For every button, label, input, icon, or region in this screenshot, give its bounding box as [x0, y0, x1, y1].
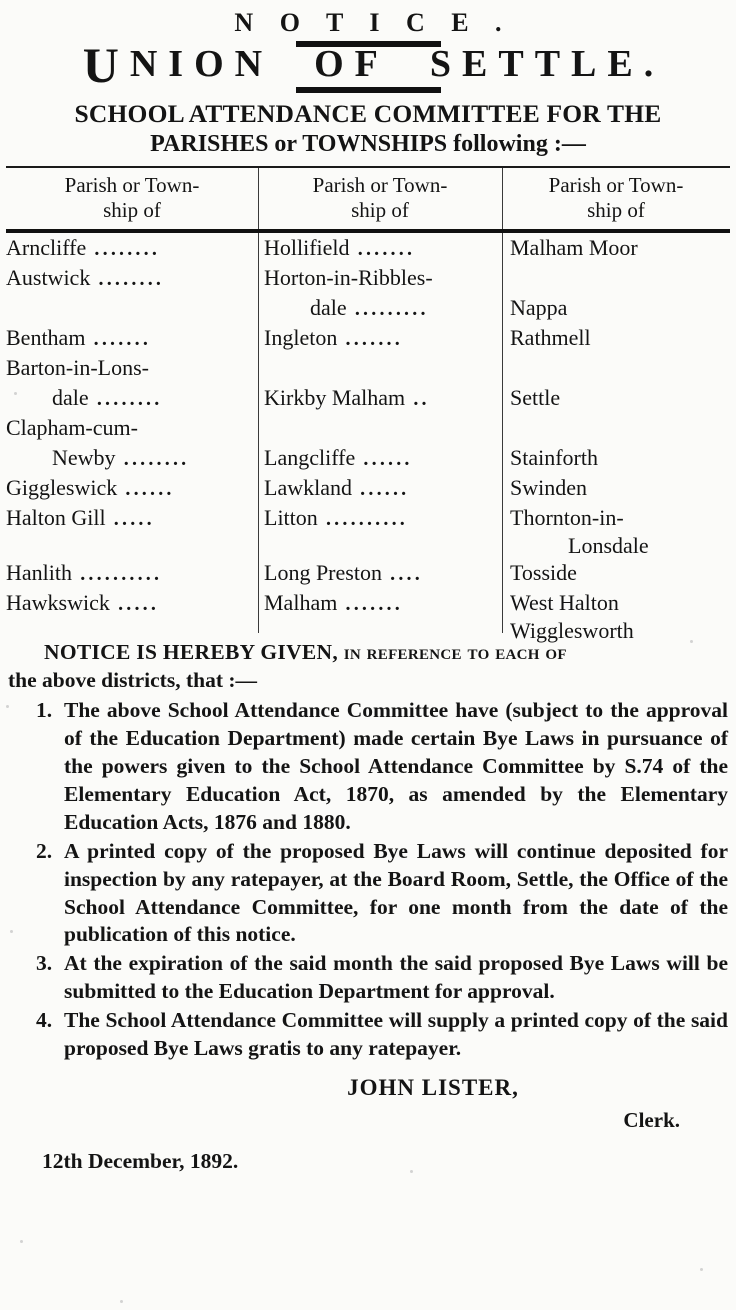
parish-entry	[510, 477, 587, 499]
clause-number: 3.	[36, 951, 53, 976]
leader-dots: ......	[351, 478, 410, 501]
leader-dots: ........	[86, 238, 161, 261]
parish-entry	[510, 297, 567, 319]
leader-dots: ..........	[72, 563, 163, 586]
parish-column-1	[6, 237, 258, 633]
parish-entry	[510, 620, 634, 642]
parish-name: Long Preston	[264, 560, 382, 586]
clause-text: The School Attendance Committee will supply a printed copy of the said proposed Bye Laws gratis to any ratepayer.	[64, 1008, 728, 1061]
parish-column-3	[502, 235, 730, 644]
leader-dots: ......	[117, 478, 175, 501]
parish-entry	[510, 592, 619, 614]
column-header-3-line2: ship of	[587, 197, 645, 222]
notice-clause	[8, 838, 728, 950]
parish-name: Arncliffe	[6, 235, 87, 261]
parish-entry	[264, 327, 403, 349]
leader-dots: ........	[115, 448, 190, 471]
signatory-role: Clerk.	[623, 1108, 680, 1133]
parish-name: Bentham	[6, 325, 86, 351]
parish-name: Newby	[52, 445, 116, 471]
column-header-1-line2: ship of	[103, 197, 161, 222]
masthead	[0, 0, 736, 158]
leader-dots: .....	[105, 508, 155, 531]
parish-entry	[510, 237, 638, 259]
column-header-2-line2: ship of	[351, 197, 409, 222]
parish-name: dale	[52, 385, 89, 411]
parish-entry	[264, 562, 423, 584]
column-header-3-line1: Parish or Town-	[548, 173, 684, 198]
parish-name: dale	[310, 295, 347, 321]
leader-dots: ......	[355, 448, 413, 471]
parish-entry	[264, 387, 430, 409]
column-header-2	[258, 168, 502, 229]
of-word: OF	[314, 43, 389, 85]
parish-entry	[264, 237, 415, 259]
leader-dots: .......	[349, 238, 416, 261]
parish-name: Barton-in-Lons-	[6, 355, 149, 381]
parish-name: Rathmell	[510, 325, 591, 351]
leader-dots: .......	[85, 328, 152, 351]
clause-number: 1.	[36, 697, 53, 722]
parish-entry	[6, 477, 175, 499]
leader-dots: ..........	[317, 508, 408, 531]
table-body	[6, 233, 730, 644]
parish-name: Hanlith	[6, 560, 72, 586]
parish-name: Horton-in-Ribbles-	[264, 265, 433, 291]
parish-name: Kirkby Malham	[264, 385, 406, 411]
notice-clause	[8, 697, 728, 837]
leader-dots: ........	[90, 268, 165, 291]
parish-name: Malham Moor	[510, 235, 638, 261]
parish-column-2	[258, 237, 502, 633]
clause-number: 4.	[36, 1008, 53, 1033]
signatory-name: JOHN LISTER,	[347, 1075, 519, 1101]
parish-name: Tosside	[510, 560, 577, 586]
parish-entry	[510, 327, 591, 349]
parish-entry	[6, 267, 164, 289]
parish-entry	[6, 417, 138, 439]
parish-entry	[510, 507, 624, 529]
committee-heading-line-2: PARISHES or TOWNSHIPS following :—	[150, 131, 586, 158]
leader-dots: .........	[346, 298, 429, 321]
parish-name: Clapham-cum-	[6, 415, 138, 441]
leader-dots: ....	[381, 563, 423, 586]
parish-entry	[264, 267, 433, 289]
parish-entry	[264, 507, 408, 529]
table-header-row	[6, 168, 730, 229]
column-header-1	[6, 168, 258, 229]
parish-name: Wigglesworth	[510, 618, 634, 644]
parish-entry	[6, 562, 162, 584]
parish-entry	[6, 507, 155, 529]
parish-table	[6, 166, 730, 644]
parish-name: Thornton-in-	[510, 505, 624, 531]
parish-entry	[6, 237, 160, 259]
leader-dots: .....	[109, 593, 160, 616]
heading-rule-bottom	[296, 87, 441, 93]
signature-block	[16, 1073, 720, 1134]
parish-name: Swinden	[510, 475, 587, 501]
parish-name: Austwick	[6, 265, 91, 291]
parish-name: Langcliffe	[264, 445, 356, 471]
parish-entry	[264, 592, 403, 614]
parish-name: West Halton	[510, 590, 619, 616]
parish-name: Stainforth	[510, 445, 598, 471]
leader-dots: ..	[405, 388, 430, 411]
union-of-settle-heading	[0, 37, 736, 93]
leader-dots: ........	[88, 388, 163, 411]
parish-entry	[510, 562, 577, 584]
notice-clause-list	[8, 697, 728, 1063]
parish-entry	[6, 592, 159, 614]
notice-clause	[8, 950, 728, 1006]
parish-entry	[264, 447, 413, 469]
notice-body	[8, 639, 728, 1176]
notice-date: 12th December, 1892.	[42, 1149, 239, 1174]
parish-entry	[6, 357, 149, 379]
clause-text: The above School Attendance Committee have (subject to the approval of the Education Department) made certain Bye Laws in pursuance of the powers given to the School Attendance Committee by S.74 of the Elementary Education Act, 1870, as amended by the Elementary Education Acts, 1876 and 1880.	[64, 697, 728, 834]
parish-name: Hollifield	[264, 235, 350, 261]
clause-text: At the expiration of the said month the said proposed Bye Laws will be submitted to the Education Department for approval.	[64, 951, 728, 1004]
parish-entry	[6, 387, 162, 409]
parish-name: Giggleswick	[6, 475, 118, 501]
parish-name: Lonsdale	[568, 533, 649, 559]
clause-text: A printed copy of the proposed Bye Laws will continue deposited for inspection by any ratepayer, at the Board Room, Settle, the Office of the School Attendance Committee, for one month from the date of the publication of this notice.	[64, 838, 728, 947]
paper-speck	[700, 1268, 703, 1271]
parish-entry	[6, 327, 151, 349]
paper-speck	[20, 1240, 23, 1243]
parish-entry	[6, 447, 189, 469]
notice-lead-text: NOTICE IS HEREBY GIVEN, in reference to each of	[44, 640, 567, 665]
parish-name: Nappa	[510, 295, 568, 321]
notice-heading: N O T I C E .	[234, 8, 512, 37]
paper-speck	[120, 1300, 123, 1303]
committee-heading-line-1: SCHOOL ATTENDANCE COMMITTEE FOR THE	[74, 99, 662, 128]
column-header-3	[502, 168, 730, 229]
clause-number: 2.	[36, 838, 53, 863]
parish-name: Litton	[264, 505, 318, 531]
leader-dots: .......	[337, 328, 403, 351]
parish-name: Malham	[264, 590, 338, 616]
parish-name: Halton Gill	[6, 505, 106, 531]
parish-name: Settle	[510, 385, 561, 411]
column-header-1-line1: Parish or Town-	[64, 173, 200, 198]
parish-entry	[264, 477, 409, 499]
notice-clause	[8, 1007, 728, 1063]
union-dropcap: U	[82, 37, 130, 93]
parish-entry	[510, 447, 598, 469]
parish-entry	[510, 387, 560, 409]
parish-name: Ingleton	[264, 325, 338, 351]
settle-word: SETTLE.	[429, 43, 665, 85]
union-word: NION	[129, 43, 274, 85]
parish-name: Lawkland	[264, 475, 352, 501]
leader-dots: .......	[337, 593, 403, 616]
parish-entry	[510, 535, 649, 557]
column-header-2-line1: Parish or Town-	[312, 173, 448, 198]
parish-entry	[264, 297, 429, 319]
notice-lead-line-2: the above districts, that :—	[8, 668, 258, 693]
parish-name: Hawkswick	[6, 590, 110, 616]
notice-lead-line-1	[8, 639, 728, 667]
